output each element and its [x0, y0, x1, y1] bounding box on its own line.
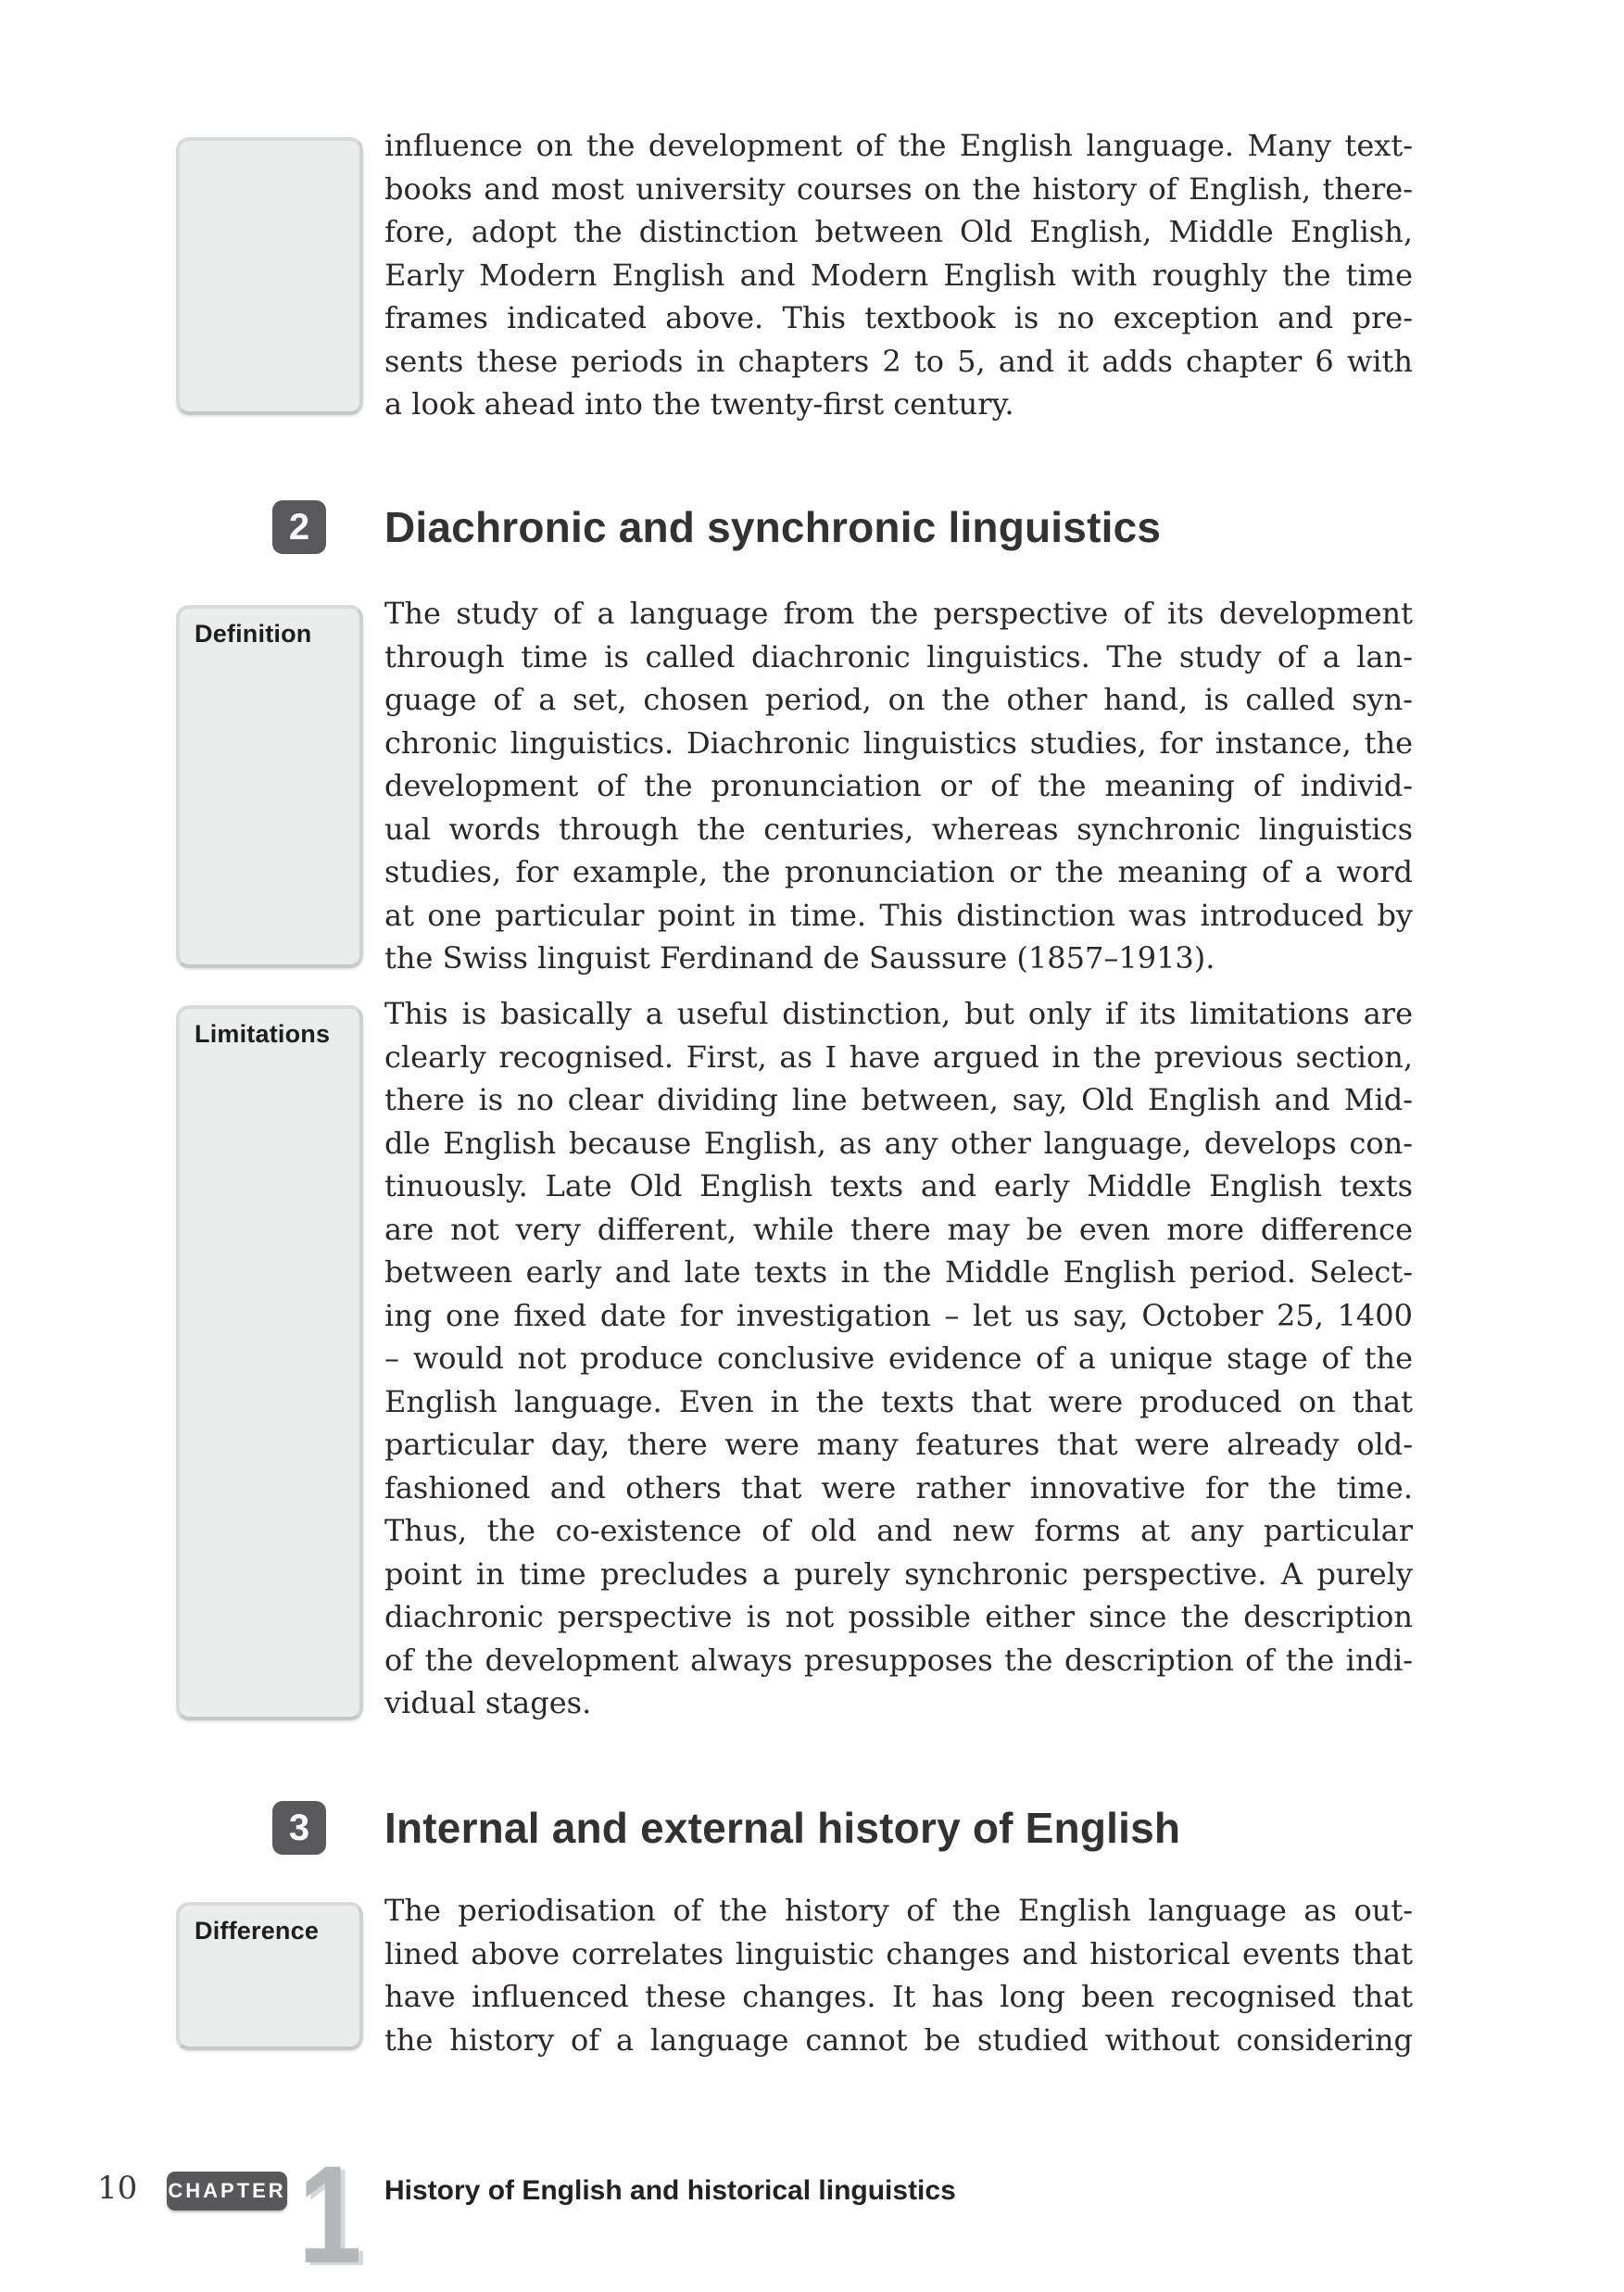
intro-paragraph: influence on the development of the English language. Many text- books and most university courses on the history of English, there- fore, adopt the distinction between Old English, Middle English, Early Modern English and Modern English with roughly the time frames indicated above. This textbook is no exception and pre- sents these periods in chapters 2 to 5, and it adds chapter 6 with a look ahead into the twenty-first century. — [384, 128, 1413, 422]
margin-note-box-definition — [176, 605, 363, 968]
limitations-label: Limitations — [195, 1020, 331, 1048]
running-footer-title: History of English and historical linguistics — [384, 2175, 956, 2206]
section-2-number-badge: 2 — [272, 500, 326, 554]
definition-paragraph: The study of a language from the perspective of its development through time is called diachronic linguistics. The study of a lan- guage of a set, chosen period, on the other hand, is called syn- chronic linguistics. Diachronic linguistics studies, for instance, the development of the pronunciation or of the meaning of individ- ual words through the centuries, whereas synchronic linguistics studies, for example, the pronunciation or the meaning of a word at one particular point in time. This distinction was introduced by the Swiss linguist Ferdinand de Saussure (1857–1913). — [384, 596, 1413, 976]
section-2-title: Diachronic and synchronic linguistics — [384, 503, 1162, 551]
margin-note-box-intro — [176, 137, 363, 415]
difference-paragraph: The periodisation of the history of the English language as out- lined above correlates linguistic changes and historical events that have influenced these changes. It has long been recognised that the history of a language cannot be studied without considering — [384, 1893, 1413, 2058]
chapter-number-numeral: 1 — [298, 2136, 362, 2292]
chapter-badge: CHAPTER — [167, 2172, 287, 2210]
difference-label: Difference — [195, 1917, 320, 1945]
section-3-title: Internal and external history of English — [384, 1804, 1181, 1852]
margin-note-box-difference — [176, 1902, 363, 2050]
section-3-number-badge: 3 — [272, 1801, 326, 1855]
page-number: 10 — [97, 2170, 138, 2207]
limitations-paragraph: This is basically a useful distinction, but only if its limitations are clearly recognised. First, as I have argued in the previous section, there is no clear dividing line between, say, Old English and Mid- dle English because English, as any other language, develops con- tinuously. Late Old English texts and early Middle English texts are not very different, while there may be even more difference between early and late texts in the Middle English period. Select- ing one fixed date for investigation – let us say, October 25, 1400 – would not produce conclusive evidence of a unique stage of the English language. Even in the texts that were produced on that particular day, there were many features that were already old- fashioned and others that were rather innovative for the time. Thus, the co-existence of old and new forms at any particular point in time precludes a purely synchronic perspective. A purely diachronic perspective is not possible either since the description of the development always presupposes the description of the indi- vidual stages. — [384, 996, 1413, 1720]
margin-note-box-limitations — [176, 1005, 363, 1720]
definition-label: Definition — [195, 620, 312, 648]
